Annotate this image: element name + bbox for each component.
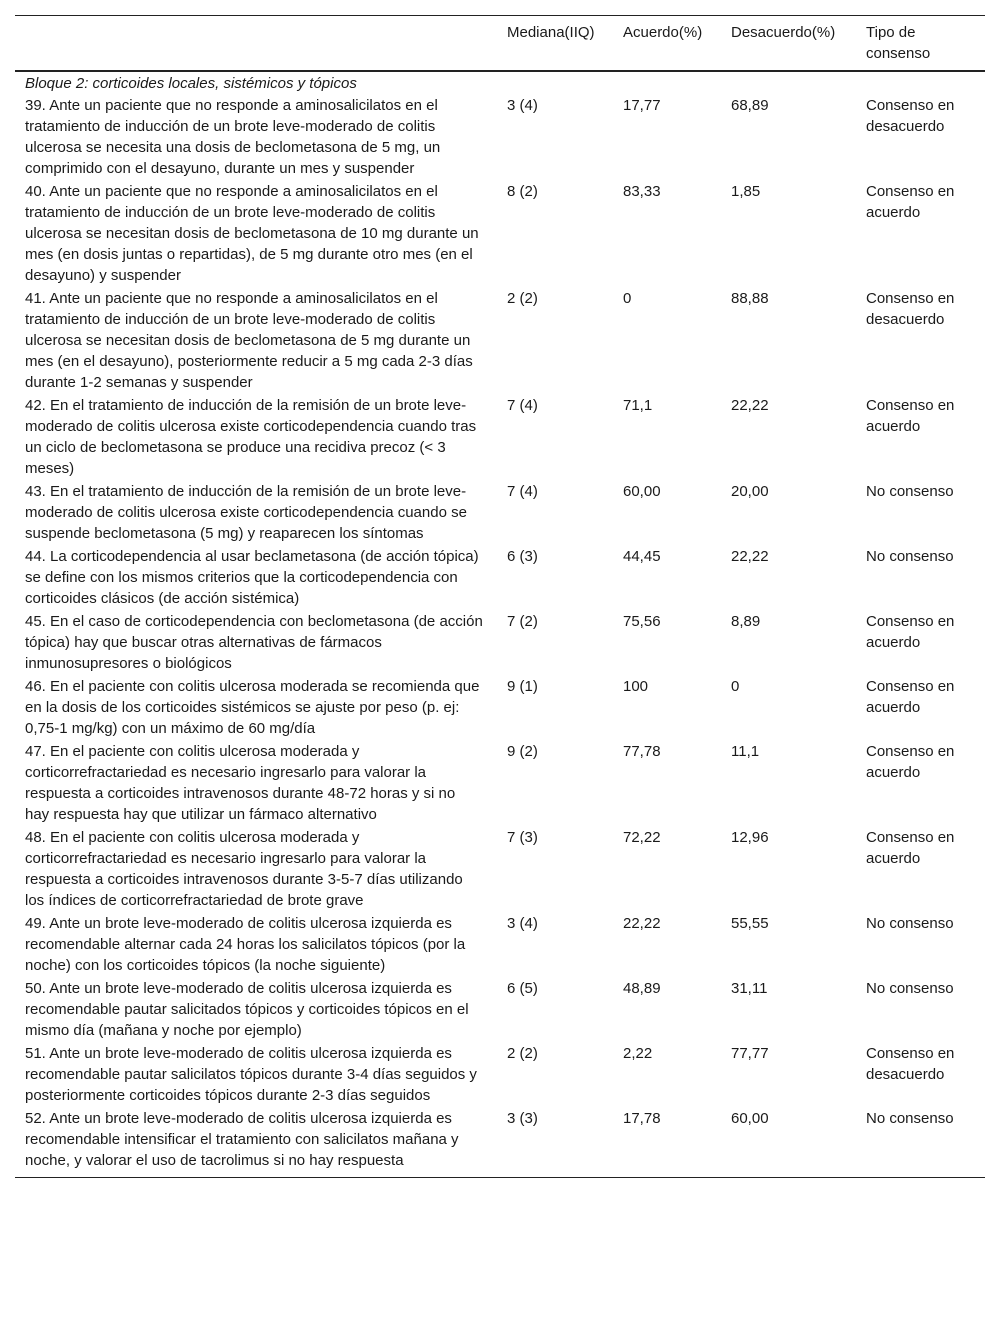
mediana-cell: 9 (2) — [507, 743, 538, 760]
header-acuerdo: Acuerdo(%) — [623, 24, 703, 41]
header-desacuerdo: Desacuerdo(%) — [731, 24, 836, 41]
header-mediana: Mediana(IIQ) — [507, 24, 595, 41]
mediana-cell: 6 (3) — [507, 548, 538, 565]
tipo-consenso-cell: Consenso en acuerdo — [866, 829, 955, 867]
header-row — [15, 16, 985, 72]
table-row — [15, 480, 985, 545]
acuerdo-cell: 100 — [623, 678, 649, 695]
acuerdo-cell: 2,22 — [623, 1045, 653, 1062]
acuerdo-cell: 17,77 — [623, 97, 661, 114]
mediana-cell: 2 (2) — [507, 290, 538, 307]
item-statement: 50. Ante un brote leve-moderado de colitis ulcerosa izquierda es recomendable pautar salicitados tópicos y corticoides tópicos en el mismo día (mañana y noche por ejemplo) — [25, 980, 469, 1039]
section-title: Bloque 2: corticoides locales, sistémicos y tópicos — [25, 75, 357, 92]
acuerdo-cell: 72,22 — [623, 829, 661, 846]
table-header — [15, 16, 985, 72]
item-statement: 49. Ante un brote leve-moderado de colitis ulcerosa izquierda es recomendable alternar cada 24 horas los salicilatos tópicos (por la noche) con los corticoides tópicos (la noche siguiente) — [25, 915, 466, 974]
table-row — [15, 977, 985, 1042]
desacuerdo-cell: 22,22 — [731, 548, 769, 565]
table-row — [15, 1042, 985, 1107]
acuerdo-cell: 0 — [623, 290, 632, 307]
item-statement: 51. Ante un brote leve-moderado de colitis ulcerosa izquierda es recomendable pautar salicilatos tópicos durante 3-4 días seguidos y posteriormente corticoides tópicos durante 2-3 días seguidos — [25, 1045, 477, 1104]
desacuerdo-cell: 11,1 — [731, 743, 760, 760]
mediana-cell: 7 (2) — [507, 613, 538, 630]
tipo-consenso-cell: No consenso — [866, 915, 954, 932]
table-row — [15, 912, 985, 977]
section-row — [15, 71, 985, 94]
acuerdo-cell: 77,78 — [623, 743, 661, 760]
desacuerdo-cell: 55,55 — [731, 915, 769, 932]
tipo-consenso-cell: No consenso — [866, 548, 954, 565]
desacuerdo-cell: 12,96 — [731, 829, 769, 846]
item-statement: 41. Ante un paciente que no responde a aminosalicilatos en el tratamiento de inducción de un brote leve-moderado de colitis ulcerosa se necesitan dosis de beclometasona de 5 mg durante un mes (en el desayuno), posteriormente reducir a 5 mg cada 2-3 días durante 1-2 semanas y suspender — [25, 290, 473, 391]
item-statement: 40. Ante un paciente que no responde a aminosalicilatos en el tratamiento de inducción de un brote leve-moderado de colitis ulcerosa se necesitan dosis de beclometasona de 10 mg durante un mes (en dosis juntas o repartidas), de 5 mg durante otro mes (en el desayuno) y suspender — [25, 183, 479, 284]
mediana-cell: 2 (2) — [507, 1045, 538, 1062]
tipo-consenso-cell: No consenso — [866, 1110, 954, 1127]
mediana-cell: 7 (4) — [507, 483, 538, 500]
tipo-consenso-cell: Consenso en acuerdo — [866, 743, 955, 781]
mediana-cell: 7 (4) — [507, 397, 538, 414]
consensus-table-container — [15, 15, 985, 1178]
mediana-cell: 6 (5) — [507, 980, 538, 997]
mediana-cell: 3 (4) — [507, 915, 538, 932]
table-row — [15, 94, 985, 180]
acuerdo-cell: 48,89 — [623, 980, 661, 997]
desacuerdo-cell: 77,77 — [731, 1045, 769, 1062]
desacuerdo-cell: 60,00 — [731, 1110, 769, 1127]
acuerdo-cell: 17,78 — [623, 1110, 661, 1127]
desacuerdo-cell: 8,89 — [731, 613, 761, 630]
header-tipo: Tipo de consenso — [866, 24, 931, 62]
tipo-consenso-cell: No consenso — [866, 980, 954, 997]
tipo-consenso-cell: Consenso en desacuerdo — [866, 1045, 955, 1083]
mediana-cell: 9 (1) — [507, 678, 538, 695]
consensus-table — [15, 15, 985, 1178]
tipo-consenso-cell: Consenso en acuerdo — [866, 613, 955, 651]
tipo-consenso-cell: No consenso — [866, 483, 954, 500]
table-row — [15, 545, 985, 610]
table-body — [15, 71, 985, 1178]
item-statement: 48. En el paciente con colitis ulcerosa moderada y corticorrefractariedad es necesario ingresarlo para valorar la respuesta a corticoides intravenosos durante 3-5-7 días utilizando los índices de corticorrefractariedad de brote grave — [25, 829, 463, 909]
mediana-cell: 3 (4) — [507, 97, 538, 114]
acuerdo-cell: 83,33 — [623, 183, 661, 200]
tipo-consenso-cell: Consenso en desacuerdo — [866, 290, 955, 328]
table-row — [15, 740, 985, 826]
acuerdo-cell: 75,56 — [623, 613, 661, 630]
table-row — [15, 610, 985, 675]
table-row — [15, 287, 985, 394]
tipo-consenso-cell: Consenso en acuerdo — [866, 397, 955, 435]
desacuerdo-cell: 1,85 — [731, 183, 761, 200]
desacuerdo-cell: 22,22 — [731, 397, 769, 414]
tipo-consenso-cell: Consenso en acuerdo — [866, 678, 955, 716]
item-statement: 43. En el tratamiento de inducción de la remisión de un brote leve-moderado de colitis ulcerosa existe corticodependencia cuando se suspende beclometasona (5 mg) y reaparecen los síntomas — [25, 483, 467, 542]
tipo-consenso-cell: Consenso en desacuerdo — [866, 97, 955, 135]
header-item — [15, 16, 497, 72]
item-statement: 39. Ante un paciente que no responde a aminosalicilatos en el tratamiento de inducción de un brote leve-moderado de colitis ulcerosa se necesita una dosis de beclometasona de 5 mg, un comprimido con el desayuno, durante un mes y suspender — [25, 97, 441, 177]
item-statement: 47. En el paciente con colitis ulcerosa moderada y corticorrefractariedad es necesario ingresarlo para valorar la respuesta a corticoides intravenosos durante 48-72 horas y si no hay respuesta hay que utilizar un fármaco alternativo — [25, 743, 456, 823]
table-row — [15, 675, 985, 740]
desacuerdo-cell: 0 — [731, 678, 740, 695]
item-statement: 46. En el paciente con colitis ulcerosa moderada se recomienda que en la dosis de los corticoides sistémicos se ajuste por peso (p. ej: 0,75-1 mg/kg) con un máximo de 60 mg/día — [25, 678, 480, 737]
mediana-cell: 8 (2) — [507, 183, 538, 200]
desacuerdo-cell: 20,00 — [731, 483, 769, 500]
table-row — [15, 1107, 985, 1178]
desacuerdo-cell: 31,11 — [731, 980, 768, 997]
acuerdo-cell: 60,00 — [623, 483, 661, 500]
item-statement: 42. En el tratamiento de inducción de la remisión de un brote leve-moderado de colitis ulcerosa existe corticodependencia cuando tras un ciclo de beclometasona se produce una recidiva precoz (< 3 meses) — [25, 397, 477, 477]
acuerdo-cell: 22,22 — [623, 915, 661, 932]
item-statement: 52. Ante un brote leve-moderado de colitis ulcerosa izquierda es recomendable intensificar el tratamiento con salicilatos mañana y noche, y valorar el uso de tacrolimus si no hay respuesta — [25, 1110, 459, 1169]
mediana-cell: 7 (3) — [507, 829, 538, 846]
acuerdo-cell: 71,1 — [623, 397, 653, 414]
acuerdo-cell: 44,45 — [623, 548, 661, 565]
item-statement: 44. La corticodependencia al usar beclametasona (de acción tópica) se define con los mismos criterios que la corticodependencia con corticoides clásicos (de acción sistémica) — [25, 548, 479, 607]
mediana-cell: 3 (3) — [507, 1110, 538, 1127]
table-row — [15, 826, 985, 912]
item-statement: 45. En el caso de corticodependencia con beclometasona (de acción tópica) hay que buscar otras alternativas de fármacos inmunosupresores o biológicos — [25, 613, 483, 672]
tipo-consenso-cell: Consenso en acuerdo — [866, 183, 955, 221]
desacuerdo-cell: 88,88 — [731, 290, 769, 307]
table-row — [15, 394, 985, 480]
table-row — [15, 180, 985, 287]
desacuerdo-cell: 68,89 — [731, 97, 769, 114]
